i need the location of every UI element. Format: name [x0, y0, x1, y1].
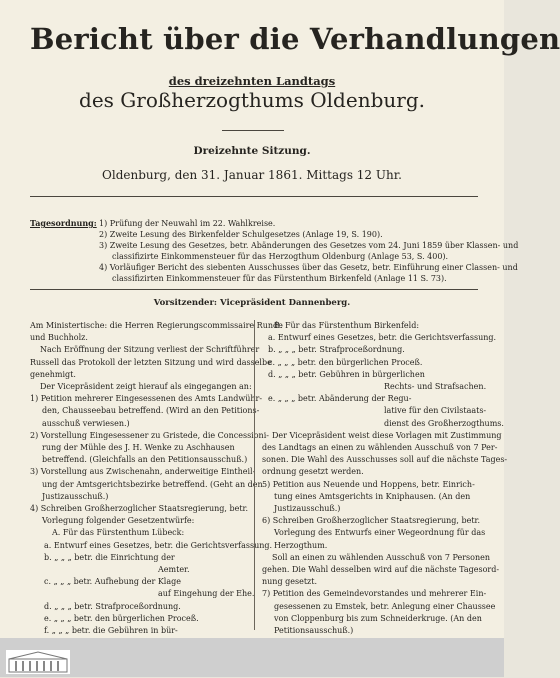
agenda-item: 2) Zweite Lesung des Birkenfelder Schulgesetzes (Anlage 19, S. 190).	[99, 230, 383, 239]
text-line: des Landtags an einen zu wählenden Ausschuß von 7 Per-	[262, 443, 498, 453]
text-line: ordnung gesetzt werden.	[262, 467, 364, 477]
text-line: 7) Petition des Gemeindevorstandes und mehrerer Ein-	[262, 589, 487, 599]
text-line: c. „ „ „ betr. den bürgerlichen Proceß.	[268, 357, 423, 367]
text-line: dienst des Großherzogthums.	[384, 418, 504, 428]
text-line: e. „ „ „ betr. Abänderung der Regu-	[268, 394, 412, 404]
report-title: Bericht über die Verhandlungen	[30, 22, 560, 56]
text-line: Vorlegung des Entwurfs einer Wegeordnung für das	[274, 528, 486, 538]
footer-bar	[0, 638, 504, 677]
text-line: von Cloppenburg bis zum Schneiderkruge. (An den	[274, 613, 482, 623]
text-line: d. „ „ „ betr. Strafproceßordnung.	[44, 601, 181, 611]
text-line: 2) Vorstellung Eingesessener zu Gristede, die Concessioni-	[30, 430, 269, 440]
text-line: 3) Vorstellung aus Zwischenahn, anderweitige Eintheil-	[30, 467, 256, 477]
text-line: gehen. Die Wahl desselben wird auf die nächste Tagesord-	[262, 565, 500, 575]
session-heading: Dreizehnte Sitzung.	[193, 145, 311, 157]
dateline: Oldenburg, den 31. Januar 1861. Mittags 12 Uhr.	[102, 168, 402, 182]
text-line: Der Vicepräsident weist diese Vorlagen mit Zustimmung	[272, 430, 502, 440]
left-column	[30, 320, 283, 662]
text-line: tung eines Amtsgerichts in Kniphausen. (An den	[274, 491, 471, 501]
chair-line: Vorsitzender: Vicepräsident Dannenberg.	[153, 298, 351, 308]
text-line: b. „ „ „ betr. die Einrichtung der	[44, 552, 175, 562]
agenda-rule	[30, 289, 478, 290]
text-line: 6) Schreiben Großherzoglicher Staatsregierung, betr.	[262, 516, 481, 526]
text-line: betreffend. (Gleichfalls an den Petitionsausschuß.)	[42, 455, 248, 465]
text-line: sonen. Die Wahl des Ausschusses soll auf die nächste Tages-	[262, 455, 508, 465]
agenda-item: 4) Vorläufiger Bericht des siebenten Ausschusses über das Gesetz, betr. Einführung einer Classen- und	[99, 263, 518, 272]
text-line: ausschuß verwiesen.)	[42, 418, 130, 428]
text-line: Rechts- und Strafsachen.	[384, 382, 487, 392]
text-line: 4) Schreiben Großherzoglicher Staatsregierung, betr.	[30, 504, 249, 514]
text-line: Russell das Protokoll der letzten Sitzung und wird dasselbe	[30, 357, 272, 367]
text-line: e. „ „ „ betr. den bürgerlichen Proceß.	[44, 613, 199, 623]
text-line: rung der Mühle des J. H. Wenke zu Aschhausen	[42, 443, 235, 453]
report-subtitle: des dreizehnten Landtags	[168, 74, 336, 88]
text-line: gesessenen zu Emstek, betr. Anlegung einer Chaussee	[274, 601, 496, 611]
text-line: a. Entwurf eines Gesetzes, betr. die Gerichtsverfassung.	[268, 333, 497, 343]
text-line: Justizausschuß.)	[42, 491, 109, 501]
agenda-label: Tagesordnung:	[30, 218, 97, 228]
text-line: A. Für das Fürstenthum Lübeck:	[52, 528, 185, 538]
text-line: f. „ „ „ betr. die Gebühren in bür-	[44, 626, 178, 636]
report-subtitle-state: des Großherzogthums Oldenburg.	[79, 88, 425, 112]
text-line: Nach Eröffnung der Sitzung verliest der Schriftführer	[40, 345, 260, 355]
text-line: den, Chausseebau betreffend. (Wird an den Petitions-	[42, 406, 260, 416]
text-line: genehmigt.	[30, 369, 76, 379]
title-divider	[222, 130, 284, 131]
text-line: 5) Petition aus Neuende und Hoppens, betr. Einrich-	[262, 479, 475, 489]
text-line: 1) Petition mehrerer Eingesessenen des Amts Landwühr-	[30, 394, 263, 404]
text-line: nung gesetzt.	[262, 577, 318, 587]
text-line: Justizausschuß.)	[274, 504, 341, 514]
agenda-item: 1) Prüfung der Neuwahl im 22. Wahlkreise.	[99, 219, 276, 228]
agenda-item: classifizirte Einkommensteuer für das Herzogthum Oldenburg (Anlage 53, S. 400).	[112, 252, 449, 261]
text-line: Petitionsausschuß.)	[274, 626, 354, 636]
agenda-item: classifizirten Einkommensteuer für das Fürstenthum Birkenfeld (Anlage 11 S. 73).	[112, 274, 447, 283]
library-logo	[6, 650, 70, 674]
text-line: Herzogthum.	[274, 540, 328, 550]
text-line: auf Eingehung der Ehe.	[158, 589, 255, 599]
header-rule	[30, 196, 478, 197]
text-line: Aemter.	[158, 565, 190, 575]
column-divider	[254, 320, 255, 630]
right-column	[262, 320, 508, 662]
text-line: Soll an einen zu wählenden Ausschuß von 7 Personen	[272, 552, 490, 562]
text-line: Vorlegung folgender Gesetzentwürfe:	[42, 516, 195, 526]
text-line: Der Vicepräsident zeigt hierauf als eingegangen an:	[40, 382, 252, 392]
text-line: c. „ „ „ betr. Aufhebung der Klage	[44, 577, 181, 587]
text-line: B. Für das Fürstenthum Birkenfeld:	[274, 321, 420, 330]
text-line: ung der Amtsgerichtsbezirke betreffend. (Geht an den	[42, 479, 263, 489]
text-line: Am Ministertische: die Herren Regierungscommissaire Runde	[30, 321, 283, 330]
text-line: a. Entwurf eines Gesetzes, betr. die Gerichtsverfassung.	[44, 540, 273, 550]
text-line: b. „ „ „ betr. Strafproceßordnung.	[268, 345, 405, 355]
text-line: und Buchholz.	[30, 333, 88, 343]
text-line: lative für den Civilstaats-	[384, 406, 487, 416]
agenda-item: 3) Zweite Lesung des Gesetzes, betr. Abänderungen des Gesetzes vom 24. Juni 1859 über Klassen- und	[99, 241, 519, 250]
text-line: d. „ „ „ betr. Gebühren in bürgerlichen	[268, 369, 425, 379]
